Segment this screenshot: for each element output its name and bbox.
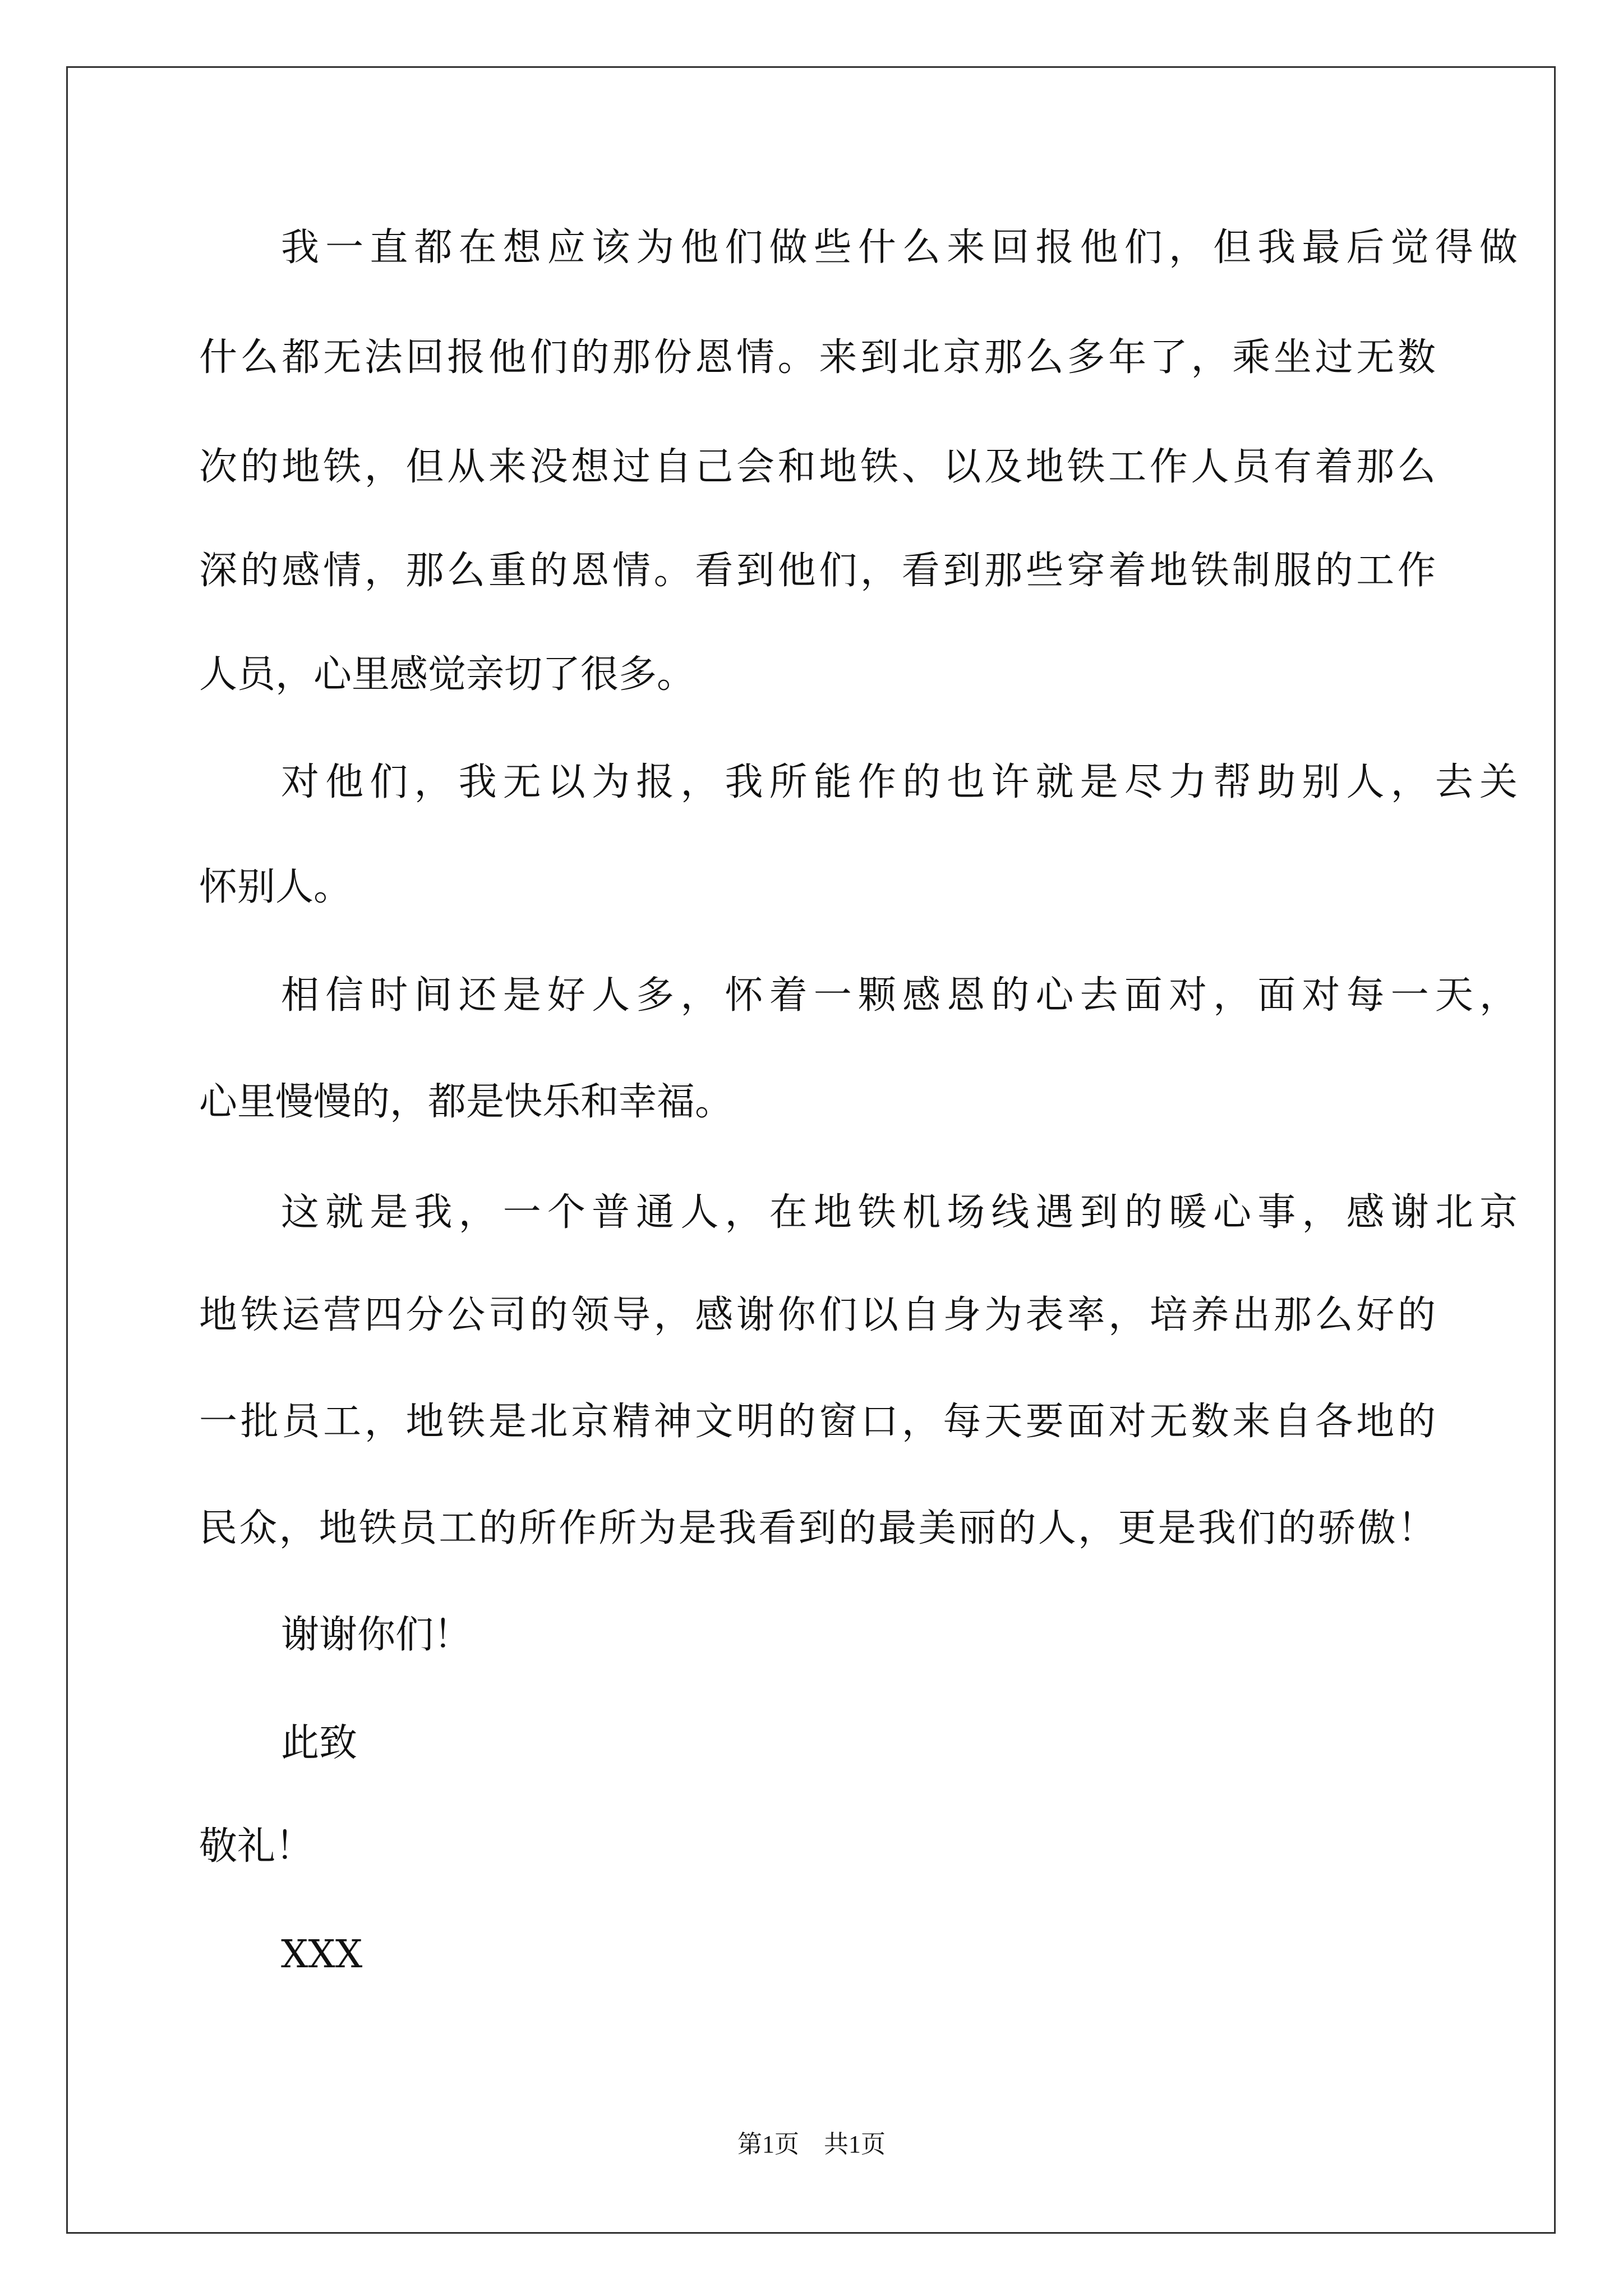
paragraph-line: 一批员工，地铁是北京精神文明的窗口，每天要面对无数来自各地的 (199, 1400, 1436, 1444)
paragraph-line: 怀别人。 (199, 865, 352, 909)
paragraph-line: 次的地铁，但从来没想过自己会和地铁、以及地铁工作人员有着那么 (199, 445, 1436, 489)
paragraph-line: 心里慢慢的，都是快乐和幸福。 (199, 1080, 734, 1124)
paragraph-line: 深的感情，那么重的恩情。看到他们，看到那些穿着地铁制服的工作 (199, 549, 1436, 593)
paragraph-line: 什么都无法回报他们的那份恩情。来到北京那么多年了，乘坐过无数 (199, 335, 1436, 380)
page-number: 第1页 共1页 (737, 2131, 886, 2158)
paragraph-line: 我一直都在想应该为他们做些什么来回报他们，但我最后觉得做 (281, 226, 1518, 270)
paragraph-line: 相信时间还是好人多，怀着一颗感恩的心去面对，面对每一天， (281, 973, 1518, 1018)
paragraph-line: 民众，地铁员工的所作所为是我看到的最美丽的人，更是我们的骄傲！ (199, 1506, 1436, 1550)
salutation-line: 敬礼！ (199, 1824, 314, 1869)
paragraph-line: 人员，心里感觉亲切了很多。 (199, 652, 695, 697)
paragraph-line: 对他们，我无以为报，我所能作的也许就是尽力帮助别人，去关 (281, 760, 1518, 804)
closing-line: 此致 (281, 1721, 358, 1765)
page-border (66, 66, 1556, 2234)
thanks-line: 谢谢你们！ (281, 1613, 472, 1657)
signature-line: XXX (281, 1932, 363, 1977)
paragraph-line: 地铁运营四分公司的领导，感谢你们以自身为表率，培养出那么好的 (199, 1293, 1436, 1337)
paragraph-line: 这就是我，一个普通人，在地铁机场线遇到的暖心事，感谢北京 (281, 1190, 1518, 1235)
